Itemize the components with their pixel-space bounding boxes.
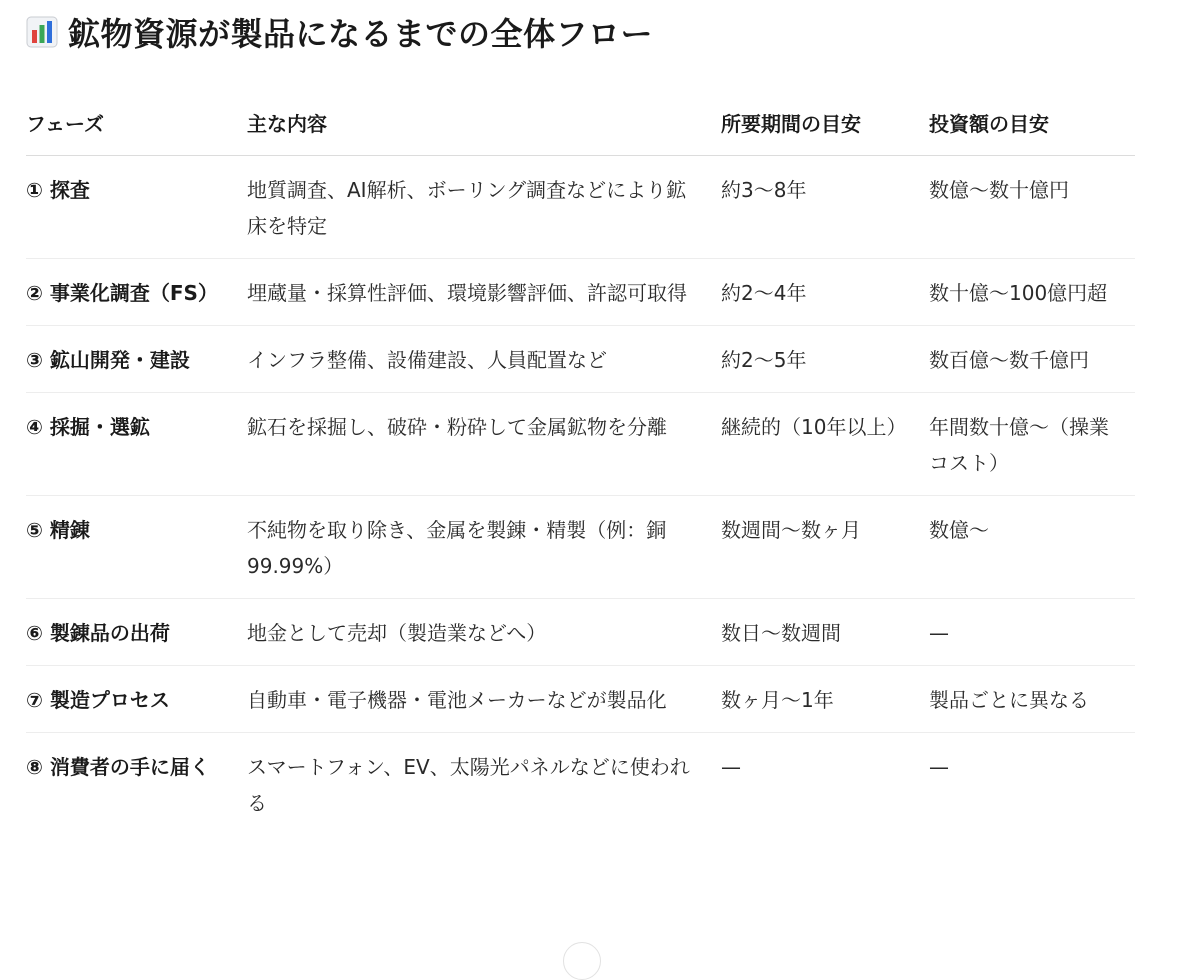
duration-cell	[721, 326, 929, 393]
content-cell	[247, 599, 721, 666]
phase-text: ⑦ 製造プロセス	[26, 688, 170, 712]
phase-text: ⑥ 製錬品の出荷	[26, 621, 170, 645]
duration-cell	[721, 259, 929, 326]
phase-cell	[26, 326, 247, 393]
investment-text: 数億〜	[929, 518, 989, 542]
content-text: スマートフォン、EV、太陽光パネルなどに使われる	[247, 755, 690, 815]
investment-text: 数百億〜数千億円	[929, 348, 1089, 372]
duration-cell	[721, 599, 929, 666]
content-text: 不純物を取り除き、金属を製錬・精製（例：銅99.99%）	[247, 518, 667, 578]
content-text: 埋蔵量・採算性評価、環境影響評価、許認可取得	[247, 281, 687, 305]
duration-cell	[721, 393, 929, 496]
page-heading	[26, 10, 653, 54]
investment-cell	[929, 599, 1135, 666]
investment-text: 数億〜数十億円	[929, 178, 1069, 202]
content-text: インフラ整備、設備建設、人員配置など	[247, 348, 607, 372]
investment-cell	[929, 496, 1135, 599]
duration-text: 継続的（10年以上）	[721, 415, 907, 439]
phase-text: ① 探査	[26, 178, 90, 202]
investment-text: 数十億〜100億円超	[929, 281, 1108, 305]
scroll-down-button[interactable]	[563, 942, 601, 980]
duration-text: 数日〜数週間	[721, 621, 841, 645]
duration-text: 約3〜8年	[721, 178, 807, 202]
phase-cell	[26, 259, 247, 326]
investment-cell	[929, 393, 1135, 496]
flow-table	[26, 90, 1135, 835]
phase-cell	[26, 156, 247, 259]
content-cell	[247, 259, 721, 326]
content-text: 地金として売却（製造業などへ）	[247, 621, 547, 645]
investment-text: —	[929, 621, 949, 645]
table-row	[26, 393, 1135, 496]
duration-cell	[721, 496, 929, 599]
investment-text: —	[929, 755, 949, 779]
investment-cell	[929, 666, 1135, 733]
duration-text: 数ヶ月〜1年	[721, 688, 834, 712]
phase-text: ⑤ 精錬	[26, 518, 90, 542]
duration-text: 約2〜5年	[721, 348, 807, 372]
table-header-row	[26, 90, 1135, 156]
investment-cell	[929, 733, 1135, 836]
header-phase: フェーズ	[26, 90, 247, 156]
phase-cell	[26, 666, 247, 733]
content-text: 地質調査、AI解析、ボーリング調査などにより鉱床を特定	[247, 178, 687, 238]
investment-text: 製品ごとに異なる	[929, 688, 1089, 712]
phase-cell	[26, 393, 247, 496]
content-cell	[247, 496, 721, 599]
investment-cell	[929, 259, 1135, 326]
phase-cell	[26, 496, 247, 599]
phase-cell	[26, 599, 247, 666]
header-duration: 所要期間の目安	[721, 90, 929, 156]
header-content: 主な内容	[247, 90, 721, 156]
investment-cell	[929, 156, 1135, 259]
table-row	[26, 156, 1135, 259]
table-row	[26, 733, 1135, 836]
phase-text: ⑧ 消費者の手に届く	[26, 755, 210, 779]
duration-text: —	[721, 755, 741, 779]
table-row	[26, 666, 1135, 733]
content-cell	[247, 393, 721, 496]
duration-text: 数週間〜数ヶ月	[721, 518, 861, 542]
content-text: 自動車・電子機器・電池メーカーなどが製品化	[247, 688, 667, 712]
duration-cell	[721, 156, 929, 259]
page-title: 鉱物資源が製品になるまでの全体フロー	[68, 15, 654, 53]
phase-text: ③ 鉱山開発・建設	[26, 348, 190, 372]
table-row	[26, 599, 1135, 666]
duration-text: 約2〜4年	[721, 281, 807, 305]
bar-chart-icon	[26, 16, 58, 48]
table-row	[26, 326, 1135, 393]
header-investment: 投資額の目安	[929, 90, 1135, 156]
phase-text: ④ 採掘・選鉱	[26, 415, 150, 439]
duration-cell	[721, 733, 929, 836]
content-cell	[247, 666, 721, 733]
phase-text: ② 事業化調査（FS）	[26, 281, 218, 305]
content-cell	[247, 326, 721, 393]
table-row	[26, 496, 1135, 599]
content-text: 鉱石を採掘し、破砕・粉砕して金属鉱物を分離	[247, 415, 667, 439]
content-cell	[247, 733, 721, 836]
table-row	[26, 259, 1135, 326]
phase-cell	[26, 733, 247, 836]
content-cell	[247, 156, 721, 259]
investment-cell	[929, 326, 1135, 393]
investment-text: 年間数十億〜（操業コスト）	[929, 415, 1109, 475]
duration-cell	[721, 666, 929, 733]
